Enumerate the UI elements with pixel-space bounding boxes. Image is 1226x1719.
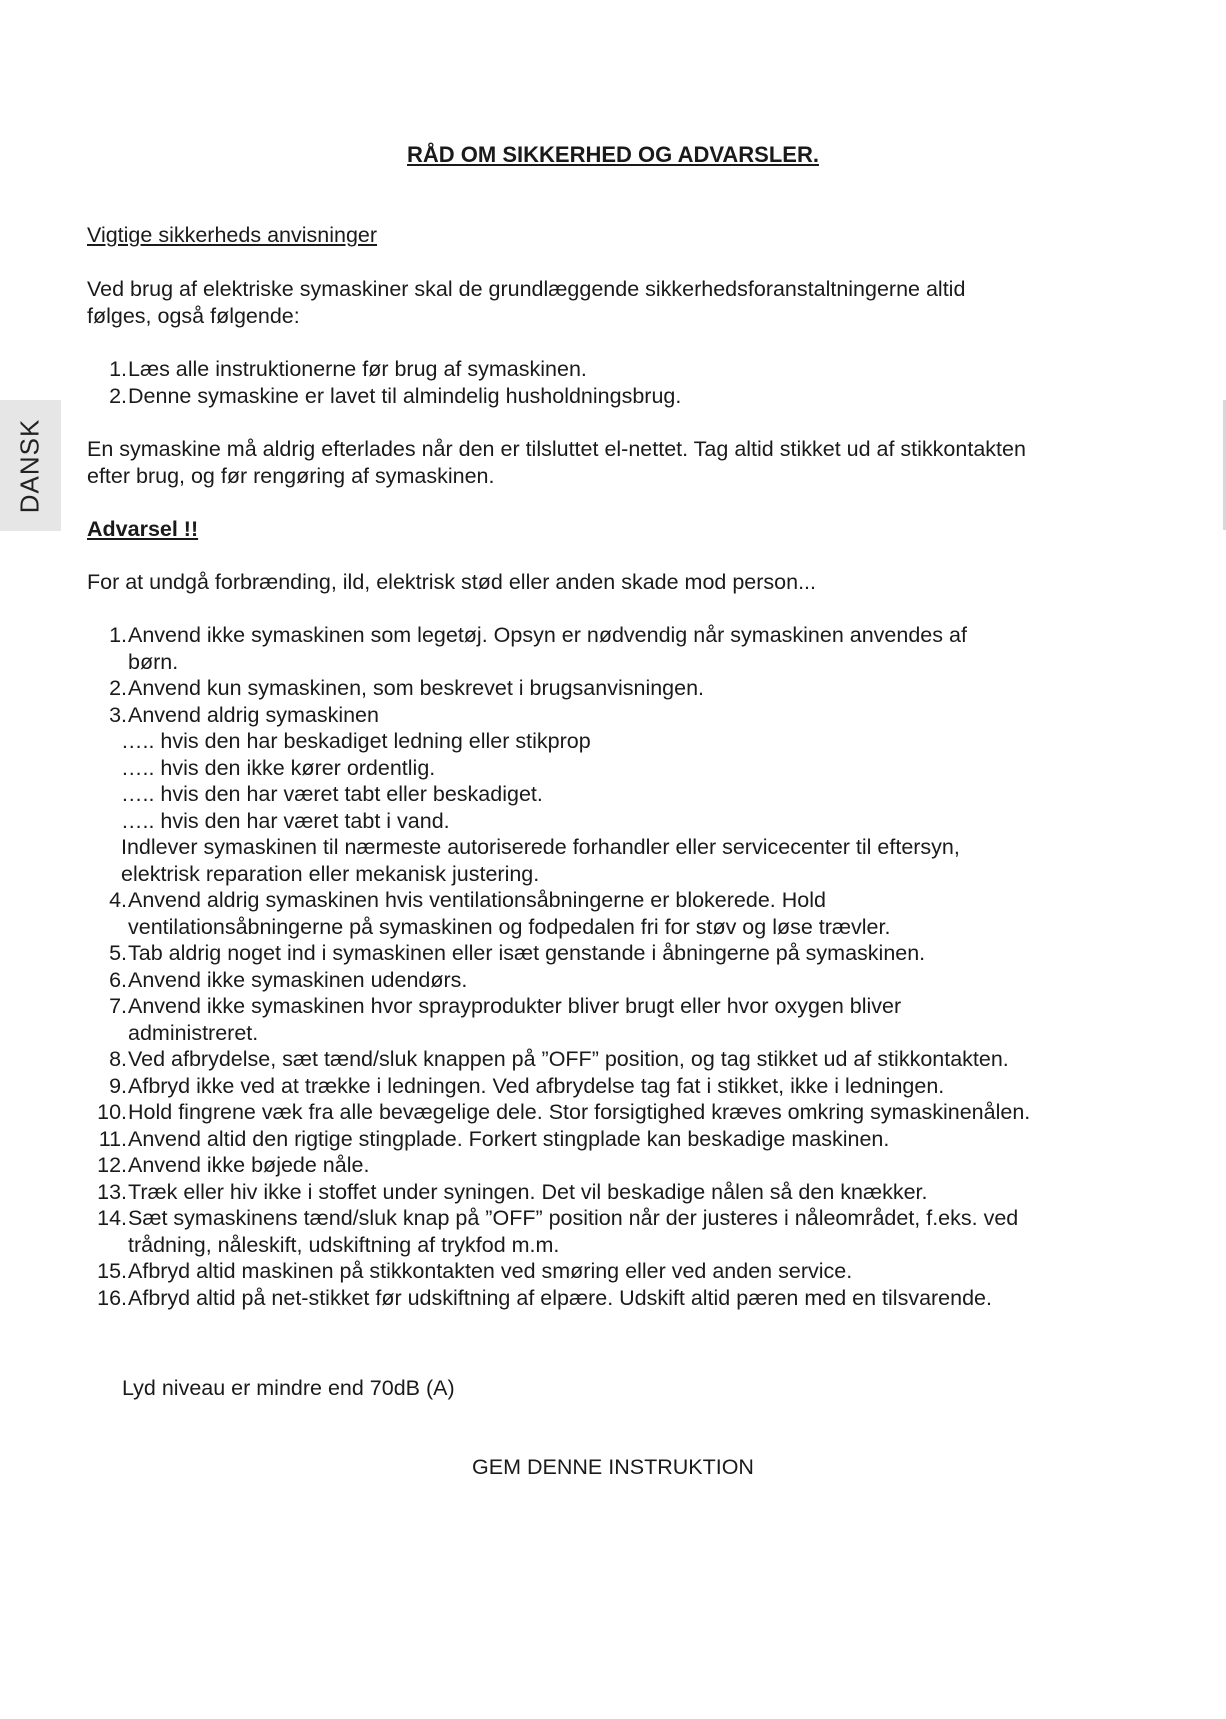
warning-heading: Advarsel !! bbox=[87, 517, 199, 541]
list-text: Læs alle instruktionerne før brug af symaskinen. bbox=[128, 357, 587, 381]
list-subtext: elektrisk reparation eller mekanisk justering. bbox=[121, 861, 540, 886]
list-number: 11. bbox=[98, 1126, 127, 1151]
list-text: Denne symaskine er lavet til almindelig husholdningsbrug. bbox=[128, 383, 682, 408]
list-text: Anvend ikke symaskinen som legetøj. Opsyn er nødvendig når symaskinen anvendes af bbox=[128, 623, 967, 647]
list-number: 10. bbox=[97, 1100, 127, 1124]
list-number: 2. bbox=[109, 676, 127, 700]
list-text: Anvend ikke bøjede nåle. bbox=[128, 1153, 370, 1177]
list-text: Tab aldrig noget ind i symaskinen eller isæt genstande i åbningerne på symaskinen. bbox=[128, 941, 926, 965]
list-text: Anvend aldrig symaskinen bbox=[128, 702, 379, 727]
list-number: 14. bbox=[97, 1206, 127, 1230]
warning-intro: For at undgå forbrænding, ild, elektrisk stød eller anden skade mod person... bbox=[87, 570, 816, 594]
list-number: 1. bbox=[109, 357, 127, 381]
list-text: børn. bbox=[128, 649, 179, 674]
list-number: 12. bbox=[97, 1153, 127, 1177]
footer-instruction: GEM DENNE INSTRUKTION bbox=[472, 1455, 754, 1479]
list-text: Afbryd ikke ved at trække i ledningen. Ved afbrydelse tag fat i stikket, ikke i ledningen. bbox=[128, 1073, 945, 1098]
list-number: 4. bbox=[109, 888, 127, 912]
list-subtext: ….. hvis den ikke kører ordentlig. bbox=[121, 755, 436, 780]
list-subtext: ….. hvis den har været tabt eller beskadiget. bbox=[121, 782, 543, 806]
intro-line-1: Ved brug af elektriske symaskiner skal de grundlæggende sikkerhedsforanstaltningerne altid bbox=[87, 277, 966, 301]
list-subtext: ….. hvis den har været tabt i vand. bbox=[121, 808, 450, 833]
page-title: RÅD OM SIKKERHED OG ADVARSLER. bbox=[407, 142, 819, 167]
list-number: 15. bbox=[97, 1259, 127, 1283]
list-text: ventilationsåbningerne på symaskinen og fodpedalen fri for støv og løse trævler. bbox=[128, 914, 891, 939]
list-text: Anvend kun symaskinen, som beskrevet i brugsanvisningen. bbox=[128, 676, 705, 700]
list-text: trådning, nåleskift, udskiftning af trykfod m.m. bbox=[128, 1232, 560, 1257]
section-heading: Vigtige sikkerheds anvisninger bbox=[87, 223, 378, 247]
unattended-line-1: En symaskine må aldrig efterlades når den er tilsluttet el-nettet. Tag altid stikket ud af stikkontakten bbox=[87, 437, 1026, 461]
list-subtext: Indlever symaskinen til nærmeste autoriserede forhandler eller servicecenter til eftersyn, bbox=[121, 835, 960, 859]
list-number: 16. bbox=[97, 1285, 127, 1310]
list-text: Ved afbrydelse, sæt tænd/sluk knappen på ”OFF” position, og tag stikket ud af stikkontakten. bbox=[128, 1047, 1009, 1071]
list-number: 5. bbox=[109, 941, 127, 965]
list-text: administreret. bbox=[128, 1020, 259, 1045]
list-number: 1. bbox=[109, 623, 127, 647]
list-text: Anvend ikke symaskinen udendørs. bbox=[128, 967, 468, 992]
list-text: Anvend ikke symaskinen hvor sprayprodukter bliver brugt eller hvor oxygen bliver bbox=[128, 994, 902, 1018]
list-number: 2. bbox=[109, 383, 127, 408]
list-text: Træk eller hiv ikke i stoffet under syningen. Det vil beskadige nålen så den knækker. bbox=[128, 1179, 928, 1204]
list-subtext: ….. hvis den har beskadiget ledning eller stikprop bbox=[121, 729, 591, 753]
intro-line-2: følges, også følgende: bbox=[87, 303, 300, 328]
list-number: 7. bbox=[109, 994, 127, 1018]
list-number: 9. bbox=[109, 1073, 127, 1098]
list-text: Afbryd altid på net-stikket før udskiftning af elpære. Udskift altid pæren med en tilsvarende. bbox=[128, 1285, 992, 1310]
language-tab bbox=[0, 400, 61, 531]
unattended-line-2: efter brug, og før rengøring af symaskinen. bbox=[87, 463, 495, 488]
noise-level: Lyd niveau er mindre end 70dB (A) bbox=[122, 1376, 455, 1400]
list-text: Sæt symaskinens tænd/sluk knap på ”OFF” position når der justeres i nåleområdet, f.eks. ved bbox=[128, 1206, 1019, 1230]
list-number: 6. bbox=[109, 967, 127, 992]
list-text: Hold fingrene væk fra alle bevægelige dele. Stor forsigtighed kræves omkring symaskinenålen. bbox=[128, 1100, 1031, 1124]
language-tab-label: DANSK bbox=[14, 418, 45, 514]
list-number: 3. bbox=[109, 702, 127, 727]
list-number: 13. bbox=[97, 1179, 127, 1204]
list-text: Anvend aldrig symaskinen hvis ventilationsåbningerne er blokerede. Hold bbox=[128, 888, 826, 912]
list-number: 8. bbox=[109, 1047, 127, 1071]
list-text: Afbryd altid maskinen på stikkontakten ved smøring eller ved anden service. bbox=[128, 1259, 853, 1283]
list-text: Anvend altid den rigtige stingplade. Forkert stingplade kan beskadige maskinen. bbox=[128, 1126, 890, 1151]
